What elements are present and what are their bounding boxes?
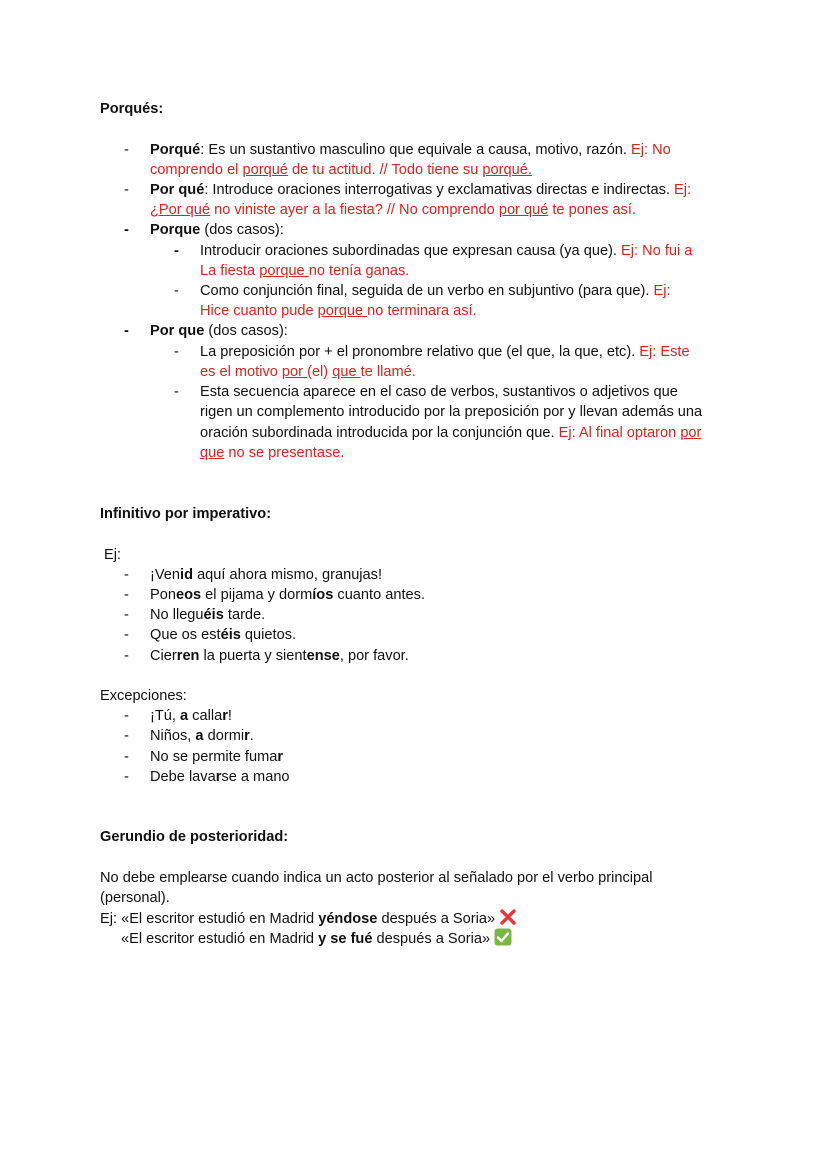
gerundio-desc-line-2: (personal). [100,890,170,906]
bullet-dash: - [174,344,179,360]
bullet-dash: - [124,607,129,623]
cross-mark-icon [499,908,517,926]
porque-item-1: Porqué: Es un sustantivo masculino que equivale a causa, motivo, razón. Ej: No [150,142,671,158]
bullet-dash: - [174,384,179,400]
porque-sub-1-example: La fiesta porque no tenía ganas. [200,263,410,279]
excepciones-label: Excepciones: [100,688,187,704]
por-que-sub-2-line-2: rigen un complemento introducido por la preposición por y llevan además una [200,404,703,420]
bullet-dash: - [174,283,179,299]
porque-item-2-example: ¿Por qué no viniste ayer a la fiesta? // No comprendo por qué te pones así. [150,202,636,218]
infinitivo-example-4: Que os estéis quietos. [150,627,297,643]
infinitivo-example-2: Poneos el pijama y dormíos cuanto antes. [150,587,426,603]
infinitivo-example-3: No lleguéis tarde. [150,607,266,623]
porque-item-4: Por que (dos casos): [150,323,288,339]
section-title-infinitivo: Infinitivo por imperativo: [100,506,272,522]
bullet-dash: - [124,749,129,765]
check-mark-button-icon [494,928,512,946]
bullet-dash: - [124,182,129,198]
porque-sub-2: Como conjunción final, seguida de un verbo en subjuntivo (para que). Ej: [200,283,671,299]
por-que-sub-1-example: es el motivo por (el) que te llamé. [200,364,416,380]
porque-sub-1: Introducir oraciones subordinadas que expresan causa (ya que). Ej: No fui a [200,243,693,259]
bullet-dash: - [124,648,129,664]
excepcion-1: ¡Tú, a callar! [150,708,232,724]
infinitivo-example-1: ¡Venid aquí ahora mismo, granujas! [150,567,383,583]
gerundio-desc-line-1: No debe emplearse cuando indica un acto posterior al señalado por el verbo principal [100,870,653,886]
infinitivo-example-5: Cierren la puerta y sientense, por favor. [150,648,409,664]
gerundio-example-wrong: Ej: «El escritor estudió en Madrid yéndose después a Soria» [100,908,517,929]
bullet-dash: - [124,587,129,603]
bullet-dash: - [124,728,129,744]
bullet-dash: - [124,323,129,339]
excepcion-4: Debe lavarse a mano [150,769,290,785]
bullet-dash: - [124,769,129,785]
excepcion-2: Niños, a dormir. [150,728,254,744]
bullet-dash: - [174,243,179,259]
por-que-sub-2-line-3: oración subordinada introducida por la conjunción que. Ej: Al final optaron por [200,425,702,441]
bullet-dash: - [124,567,129,583]
por-que-sub-1: La preposición por + el pronombre relativo que (el que, la que, etc). Ej: Este [200,344,690,360]
excepcion-3: No se permite fumar [150,749,284,765]
bullet-dash: - [124,222,129,238]
porque-sub-2-example: Hice cuanto pude porque no terminara así. [200,303,477,319]
porque-item-2: Por qué: Introduce oraciones interrogativas y exclamativas directas e indirectas. Ej: [150,182,692,198]
bullet-dash: - [124,142,129,158]
gerundio-example-right: «El escritor estudió en Madrid y se fué después a Soria» [121,928,512,949]
por-que-sub-2-line-1: Esta secuencia aparece en el caso de verbos, sustantivos o adjetivos que [200,384,678,400]
por-que-sub-2-example: que no se presentase. [200,445,345,461]
porque-item-1-example: comprendo el porqué de tu actitud. // Todo tiene su porqué. [150,162,532,178]
section-title-porques: Porqués: [100,101,164,117]
bullet-dash: - [124,708,129,724]
porque-item-3: Porque (dos casos): [150,222,284,238]
section-title-gerundio: Gerundio de posterioridad: [100,829,289,845]
bullet-dash: - [124,627,129,643]
ej-label: Ej: [104,547,122,563]
